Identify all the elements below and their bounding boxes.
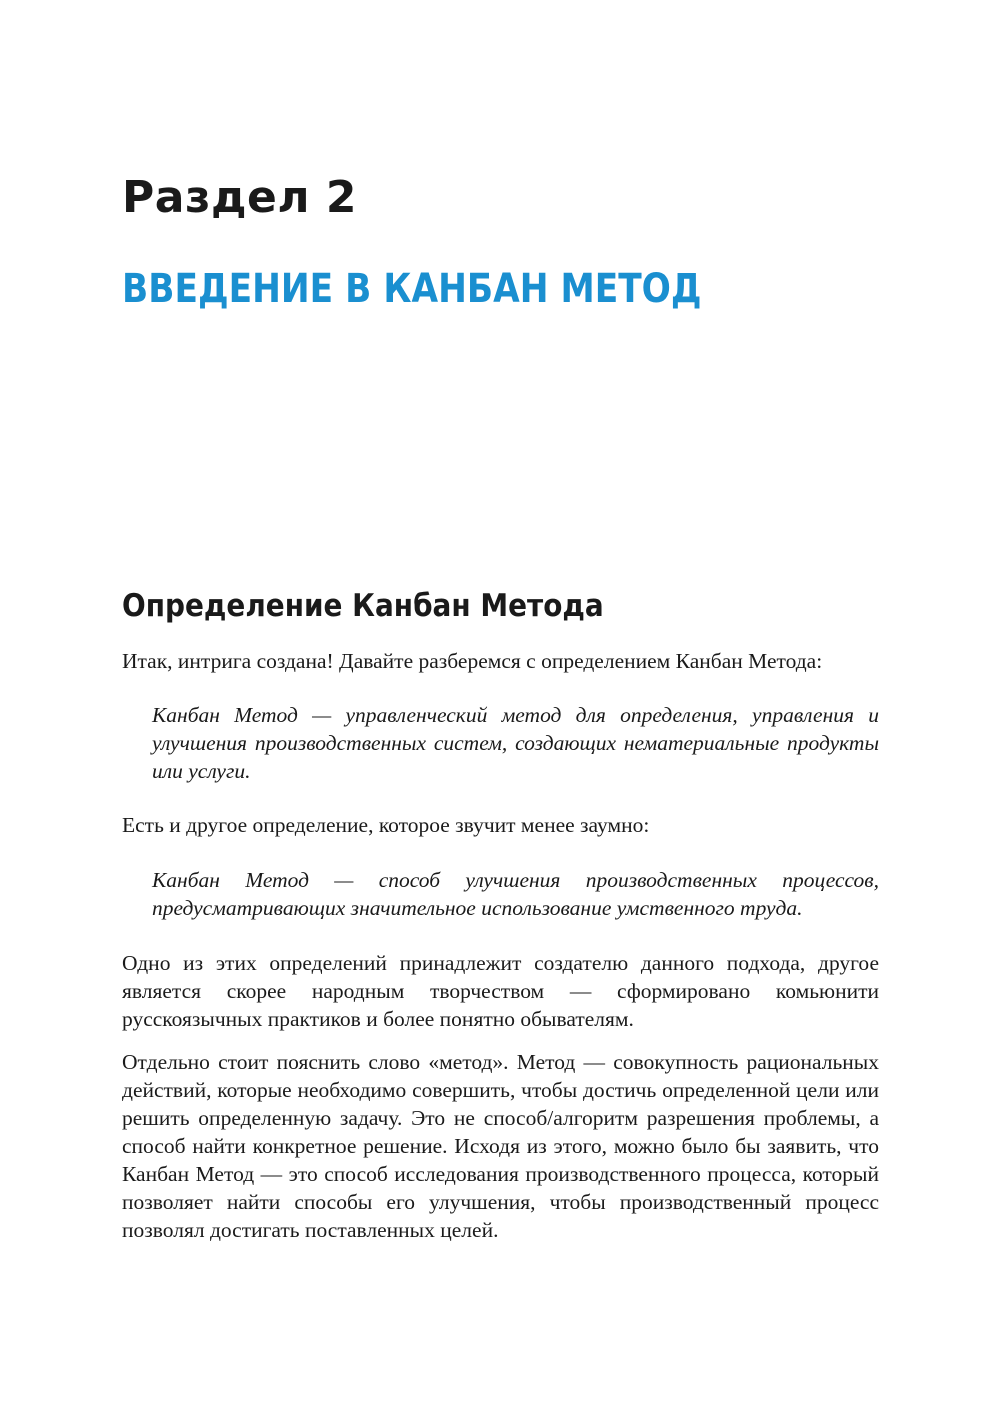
subsection-heading: Определение Канбан Метода [122,588,604,624]
definition-quote-2: Канбан Метод — способ улучшения производственных процессов, предусматривающих значительное использование умственного труда. [152,868,879,920]
body-paragraph-1: Одно из этих определений принадлежит создателю данного подхода, другое является скорее народным творчеством — сформировано комьюнити русскоязычных практиков и более понятно обывателям. [122,951,879,1031]
intro-paragraph: Итак, интрига создана! Давайте разберемся с определением Канбан Метода: [122,649,823,673]
section-number: Раздел 2 [122,172,358,223]
section-title: ВВЕДЕНИЕ В КАНБАН МЕТОД [122,266,702,312]
body-paragraph-2: Отдельно стоит пояснить слово «метод». Метод — совокупность рациональных действий, которые необходимо совершить, чтобы достичь определенной цели или решить определенную задачу. Это не способ/алгоритм разрешения проблемы, а способ найти конкретное решение. Исходя из этого, можно было бы заявить, что Канбан Метод — это способ исследования производственного процесса, который позволяет найти способы его улучшения, чтобы производственный процесс позволял достигать поставленных целей. [122,1050,879,1242]
transition-paragraph: Есть и другое определение, которое звучит менее заумно: [122,813,650,837]
definition-quote-1: Канбан Метод — управленческий метод для определения, управления и улучшения производственных систем, создающих нематериальные продукты или услуги. [152,703,879,783]
